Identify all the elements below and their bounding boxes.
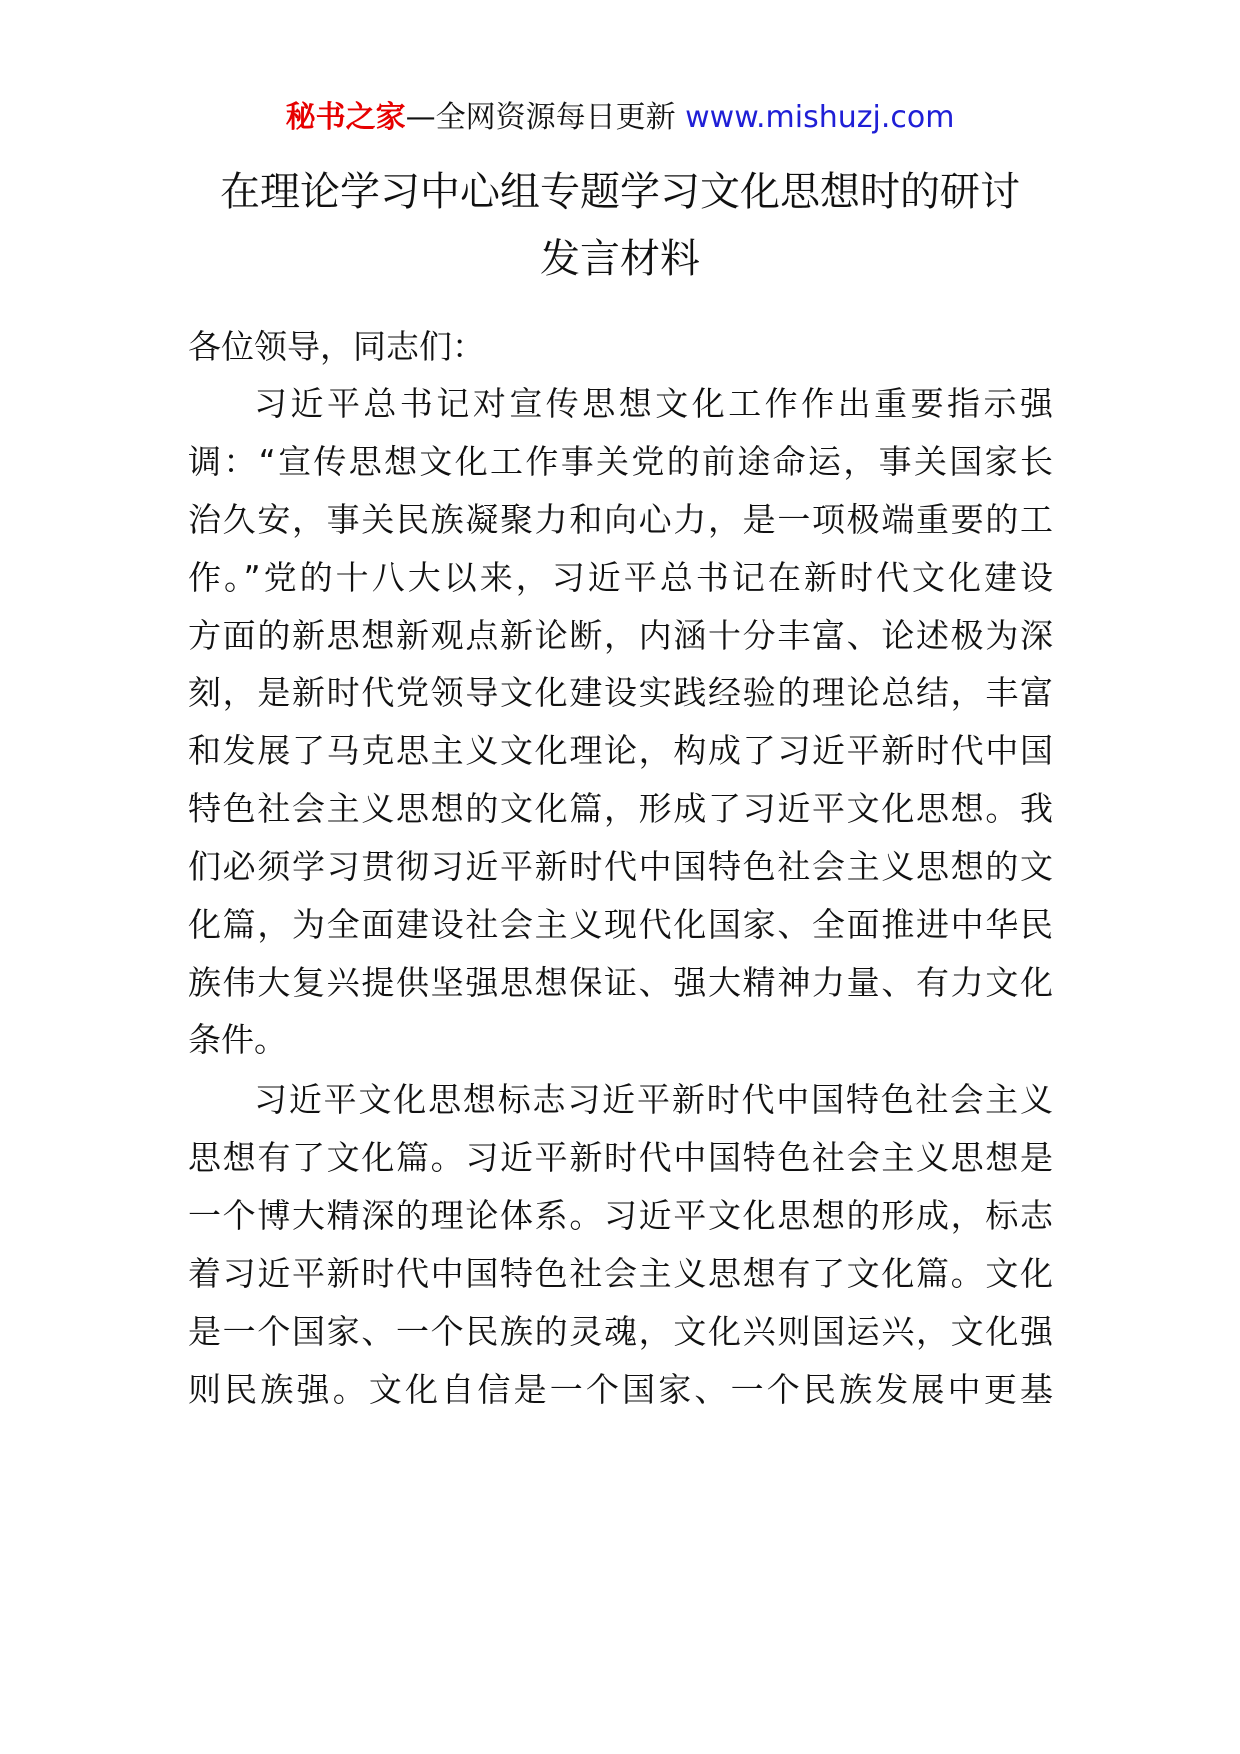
body-line: 和发展了马克思主义文化理论，构成了习近平新时代中国 [188,731,1053,770]
body-line: 条件。 [188,1020,287,1059]
body-line: 思想有了文化篇。习近平新时代中国特色社会主义思想是 [188,1138,1053,1177]
body-line: 们必须学习贯彻习近平新时代中国特色社会主义思想的文 [188,847,1053,886]
document-title-line-2: 发言材料 [540,236,700,282]
body-line: 调：“宣传思想文化工作事关党的前途命运，事关国家长 [188,442,1053,481]
body-line: 化篇，为全面建设社会主义现代化国家、全面推进中华民 [188,905,1053,944]
site-url-link[interactable]: www.mishuzj.com [685,100,955,135]
body-line: 刻，是新时代党领导文化建设实践经验的理论总结，丰富 [188,673,1053,712]
salutation: 各位领导，同志们： [188,327,485,366]
body-line: 方面的新思想新观点新论断，内涵十分丰富、论述极为深 [188,616,1053,655]
body-line: 特色社会主义思想的文化篇，形成了习近平文化思想。我 [188,789,1053,828]
body-line: 族伟大复兴提供坚强思想保证、强大精神力量、有力文化 [188,963,1053,1002]
banner-tagline: —全网资源每日更新 [405,100,686,135]
body-line: 习近平总书记对宣传思想文化工作作出重要指示强 [254,384,1053,423]
body-line: 一个博大精深的理论体系。习近平文化思想的形成，标志 [188,1196,1053,1235]
site-banner [0,98,1240,138]
body-line: 则民族强。文化自信是一个国家、一个民族发展中更基 [188,1370,1053,1409]
body-line: 着习近平新时代中国特色社会主义思想有了文化篇。文化 [188,1254,1053,1293]
body-line: 治久安，事关民族凝聚力和向心力，是一项极端重要的工 [188,500,1053,539]
brand-name: 秘书之家 [285,100,406,135]
body-line: 是一个国家、一个民族的灵魂，文化兴则国运兴，文化强 [188,1312,1053,1351]
body-line: 作。”党的十八大以来，习近平总书记在新时代文化建设 [188,558,1053,597]
document-title-line-1: 在理论学习中心组专题学习文化思想时的研讨 [220,169,1020,215]
body-line: 习近平文化思想标志习近平新时代中国特色社会主义 [254,1080,1053,1119]
